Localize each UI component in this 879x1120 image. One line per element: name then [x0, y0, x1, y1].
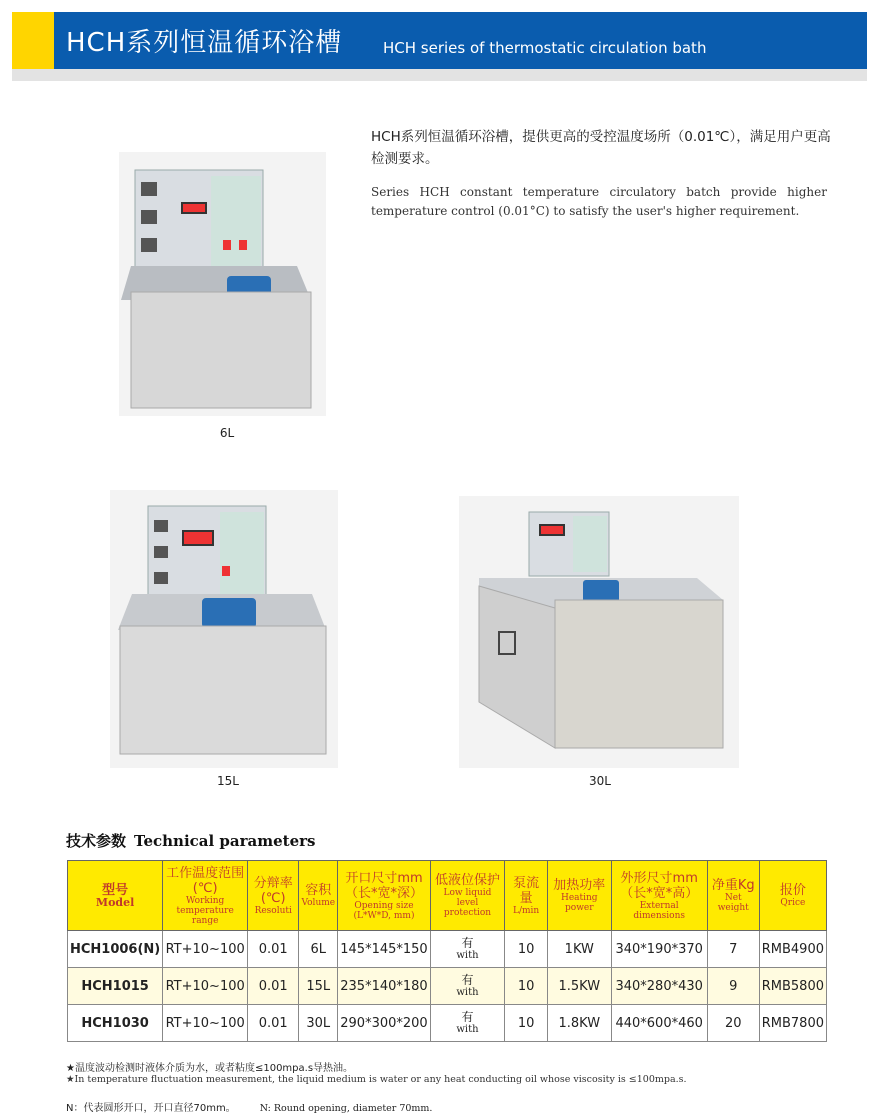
- cell-model: HCH1030: [68, 1005, 163, 1042]
- product-photo-15l: [110, 490, 338, 768]
- intro-text-en: Series HCH constant temperature circulatory batch provide higher temperature control (0.01°C) to satisfy the user's higher requirement.: [371, 185, 827, 218]
- cell-weight: 7: [707, 931, 759, 968]
- note-viscosity-en: ★In temperature fluctuation measurement, the liquid medium is water or any heat conducting oil whose viscosity is ≤100mpa.s.: [66, 1074, 687, 1085]
- cell-volume: 6L: [299, 931, 338, 968]
- cell-range: RT+10~100: [163, 931, 248, 968]
- cell-volume: 15L: [299, 968, 338, 1005]
- cell-pump: 10: [505, 968, 548, 1005]
- note-viscosity-cn: ★温度波动检测时液体介质为水，或者粘度≤100mpa.s导热油。: [66, 1063, 354, 1074]
- caption-6l: 6L: [219, 426, 235, 440]
- cell-pump: 10: [505, 1005, 548, 1042]
- header-model: 型号 Model: [68, 861, 163, 931]
- cell-resolution: 0.01: [248, 931, 299, 968]
- header-underline: [12, 69, 867, 81]
- header-protection: 低液位保护 Low liquid level protection: [430, 861, 505, 931]
- product-photo-6l: [119, 152, 326, 416]
- cell-model: HCH1015: [68, 968, 163, 1005]
- cell-price: RMB7800: [759, 1005, 826, 1042]
- header-weight: 净重Kg Net weight: [707, 861, 759, 931]
- header-pump: 泵流量 L/min: [505, 861, 548, 931]
- cell-resolution: 0.01: [248, 968, 299, 1005]
- cell-opening: 235*140*180: [338, 968, 430, 1005]
- header-power: 加热功率 Heating power: [547, 861, 611, 931]
- note-opening: [66, 1099, 432, 1114]
- table-header-row: [68, 861, 827, 931]
- page-title: HCH系列恒温循环浴槽: [66, 28, 343, 58]
- page-subtitle: HCH series of thermostatic circulation bath: [383, 39, 707, 57]
- cell-protection: 有 with: [430, 968, 505, 1005]
- header-volume: 容积 Volume: [299, 861, 338, 931]
- cell-power: 1.5KW: [547, 968, 611, 1005]
- table-row: [68, 931, 827, 968]
- note-opening-cn: N：代表圆形开口，开口直径70mm。: [66, 1103, 236, 1114]
- table-row: [68, 1005, 827, 1042]
- cell-price: RMB5800: [759, 968, 826, 1005]
- caption-30l: 30L: [589, 774, 611, 788]
- cell-weight: 9: [707, 968, 759, 1005]
- cell-pump: 10: [505, 931, 548, 968]
- cell-opening: 290*300*200: [338, 1005, 430, 1042]
- header-opening: 开口尺寸mm（长*宽*深） Opening size (L*W*D, mm): [338, 861, 430, 931]
- header-accent: [12, 12, 54, 69]
- header-price: 报价 Qrice: [759, 861, 826, 931]
- cell-external: 340*280*430: [611, 968, 707, 1005]
- cell-power: 1KW: [547, 931, 611, 968]
- cell-weight: 20: [707, 1005, 759, 1042]
- cell-opening: 145*145*150: [338, 931, 430, 968]
- cell-protection: 有 with: [430, 931, 505, 968]
- cell-external: 340*190*370: [611, 931, 707, 968]
- cell-volume: 30L: [299, 1005, 338, 1042]
- cell-range: RT+10~100: [163, 1005, 248, 1042]
- section-title-en: Technical parameters: [134, 832, 316, 850]
- cell-price: RMB4900: [759, 931, 826, 968]
- spec-table: [67, 860, 827, 1042]
- header-range: 工作温度范围(℃) Working temperature range: [163, 861, 248, 931]
- header-resolution: 分辩率(℃) Resoluti: [248, 861, 299, 931]
- section-title-cn: 技术参数: [66, 832, 127, 850]
- table-row: [68, 968, 827, 1005]
- cell-resolution: 0.01: [248, 1005, 299, 1042]
- cell-model: HCH1006(N): [68, 931, 163, 968]
- cell-power: 1.8KW: [547, 1005, 611, 1042]
- product-photo-30l: [459, 496, 739, 768]
- intro-text-cn: HCH系列恒温循环浴槽，提供更高的受控温度场所（0.01℃），满足用户更高检测要求。: [371, 129, 831, 167]
- section-title: [66, 830, 315, 851]
- caption-15l: 15L: [217, 774, 239, 788]
- cell-range: RT+10~100: [163, 968, 248, 1005]
- cell-external: 440*600*460: [611, 1005, 707, 1042]
- header-external: 外形尺寸mm（长*宽*高） External dimensions: [611, 861, 707, 931]
- note-opening-en: N: Round opening, diameter 70mm.: [259, 1103, 433, 1114]
- cell-protection: 有 with: [430, 1005, 505, 1042]
